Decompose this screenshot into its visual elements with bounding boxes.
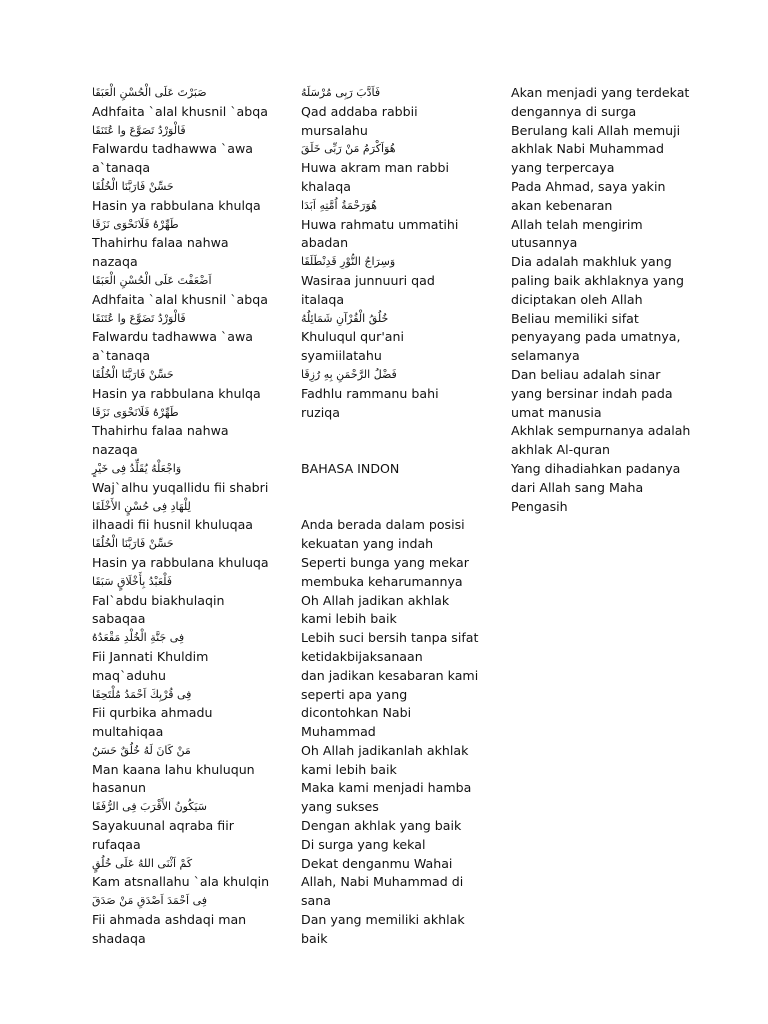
arabic-lyric-line: وَاجْعَلْهُ يُقَلِّدُ فِى خَيْرٍ <box>92 461 182 475</box>
arabic-lyric-line: فِى قُرْبِكَ اَحْمَدُ مُلْتَحِقَا <box>92 687 192 701</box>
text-line: multahiqaa <box>92 724 164 740</box>
text-line: maq`aduhu <box>92 667 166 683</box>
text-line: ruziqa <box>301 404 340 420</box>
text-line: syamiilatahu <box>301 348 382 364</box>
text-line: dan jadikan kesabaran kami <box>301 667 479 683</box>
text-line: Anda berada dalam posisi <box>301 517 465 533</box>
blank-line <box>301 422 476 441</box>
text-line: Maka kami menjadi hamba <box>301 780 472 796</box>
lyrics-column-arabic-latin-1 <box>92 84 282 949</box>
text-line: membuka keharumannya <box>301 573 463 589</box>
text-line: rufaqaa <box>92 836 141 852</box>
text-line: a`tanaqa <box>92 160 151 176</box>
arabic-lyric-line: حَسِّنْ فَارَبَّنَا الْخُلُقَا <box>92 367 174 381</box>
translation-line: utusannya <box>511 235 578 251</box>
text-line: ilhaadi fii husnil khuluqaa <box>92 517 254 533</box>
translation-line: dengannya di surga <box>511 103 637 119</box>
text-line: Muhammad <box>301 724 376 740</box>
translation-line: Dan beliau adalah sinar <box>511 366 661 382</box>
text-line: Seperti bunga yang mekar <box>301 554 469 570</box>
arabic-lyric-line: فِى جَنَّةِ الْخُلْدِ مَقْعَدُهُ <box>92 631 185 645</box>
translation-line: umat manusia <box>511 404 602 420</box>
translation-line: Akhlak sempurnanya adalah <box>511 423 691 439</box>
translation-line: diciptakan oleh Allah <box>511 291 643 307</box>
translation-line: akhlak Al-quran <box>511 442 611 458</box>
blank-line <box>301 441 476 460</box>
text-line: Huwa akram man rabbi <box>301 160 450 176</box>
blank-line <box>301 498 476 517</box>
translation-line: akhlak Nabi Muhammad <box>511 141 664 157</box>
text-line: Falwardu tadhawwa `awa <box>92 141 253 157</box>
translation-column <box>511 84 711 516</box>
blank-line <box>301 479 476 498</box>
translation-line: selamanya <box>511 348 580 364</box>
text-line: Fii Jannati Khuldim <box>92 648 209 664</box>
arabic-lyric-line: خُلُقُ الْقُرْآنِ شَمَائِلُهُ <box>301 311 389 325</box>
arabic-lyric-line: فَاَدَّبَ رَبِى مُرْسَلَهُ <box>301 86 381 99</box>
text-line: Hasin ya rabbulana khulqa <box>92 385 261 401</box>
arabic-lyric-line: لِلْهَادِ فِى حُسْنٍ الأَخْلَقَا <box>92 499 191 513</box>
translation-line: penyayang pada umatnya, <box>511 329 681 345</box>
text-line: dicontohkan Nabi <box>301 705 412 721</box>
text-line: italaqa <box>301 291 345 307</box>
text-line: hasanun <box>92 780 146 796</box>
text-line: mursalahu <box>301 122 368 138</box>
text-line: Oh Allah jadikan akhlak <box>301 592 450 608</box>
text-line: Fii ahmada ashdaqi man <box>92 912 247 928</box>
text-line: yang sukses <box>301 799 379 815</box>
text-line: Khuluqul qur'ani <box>301 329 404 345</box>
translation-line: dari Allah sang Maha <box>511 479 644 495</box>
text-line: Fadhlu rammanu bahi <box>301 385 439 401</box>
translation-line: Allah telah mengirim <box>511 216 643 232</box>
arabic-lyric-line: طَهِّرْهُ فَلَانَحْوَى نَزَقَا <box>92 405 179 419</box>
text-line: Man kaana lahu khuluqun <box>92 761 255 777</box>
arabic-lyric-line: كَمْ اَثْنَى اللهُ عَلَى خُلُقٍ <box>92 856 193 870</box>
text-line: Thahirhu falaa nahwa <box>92 235 229 251</box>
text-line: shadaqa <box>92 930 146 946</box>
text-line: kami lebih baik <box>301 611 397 627</box>
translation-line: Dia adalah makhluk yang <box>511 254 672 270</box>
arabic-lyric-line: مَنْ كَانَ لَهُ خُلُقٌ حَسَنٌ <box>92 743 191 757</box>
text-line: Waj`alhu yuqallidu fii shabri <box>92 479 269 495</box>
text-line: khalaqa <box>301 178 351 194</box>
text-line: kami lebih baik <box>301 761 397 777</box>
text-line: Lebih suci bersih tanpa sifat <box>301 630 479 646</box>
text-line: kekuatan yang indah <box>301 536 434 552</box>
arabic-lyric-line: فَلْعَبْدُ بِأَخْلَاقٍ سَبَقَا <box>92 574 173 588</box>
text-line: Fii qurbika ahmadu <box>92 705 213 721</box>
text-line: sabaqaa <box>92 611 146 627</box>
text-line: nazaqa <box>92 254 138 270</box>
lyrics-column-arabic-latin-2 <box>301 84 479 949</box>
arabic-lyric-line: فِى اَحْمَدَ اَصْدَقِ مَنْ صَدَقَ <box>92 894 208 908</box>
translation-line: Akan menjadi yang terdekat <box>511 85 690 100</box>
text-line: Falwardu tadhawwa `awa <box>92 329 253 345</box>
translation-line: Yang dihadiahkan padanya <box>511 460 681 476</box>
text-line: a`tanaqa <box>92 348 151 364</box>
translation-line: paling baik akhlaknya yang <box>511 272 684 288</box>
text-line: Qad addaba rabbii <box>301 103 418 119</box>
arabic-lyric-line: حَسِّنْ فَارَبَّنَا الْخُلُقَا <box>92 179 174 193</box>
text-line: Dekat denganmu Wahai <box>301 855 453 871</box>
arabic-lyric-line: حَسِّنْ فَارَبَّنَا الْخُلُقَا <box>92 537 174 551</box>
text-line: Thahirhu falaa nahwa <box>92 423 229 439</box>
text-line: Allah, Nabi Muhammad di <box>301 874 464 890</box>
arabic-lyric-line: سَيَكُونُ الأَقْرَبَ فِى الرُّفَقَا <box>92 800 207 814</box>
text-line: Adhfaita `alal khusnil `abqa <box>92 291 268 307</box>
translation-line: Pada Ahmad, saya yakin <box>511 178 666 194</box>
translation-line: yang bersinar indah pada <box>511 385 673 401</box>
translation-line: yang terpercaya <box>511 160 615 176</box>
arabic-lyric-line: وَسِرَاجُ النُّوْرِ قَدِنْطَلَقَا <box>301 255 396 269</box>
arabic-lyric-line: هُوَاَكْرَمُ مَنْ رَبِّى خَلَقَ <box>301 142 396 156</box>
arabic-lyric-line: صَبَرْتَ عَلَى الْحُسْنِ الْعَبَقَا <box>92 86 207 99</box>
text-line: nazaqa <box>92 442 138 458</box>
translation-line: Berulang kali Allah memuji <box>511 122 681 138</box>
text-line: Oh Allah jadikanlah akhlak <box>301 742 469 758</box>
arabic-lyric-line: فَالْوَرْدُ تَضَوَّعَ وا عُتَنَقَا <box>92 311 186 325</box>
arabic-lyric-line: اَضْعَفْتَ عَلَى الْحُسْنِ الْعَبَقَا <box>92 273 212 287</box>
text-line: Dan yang memiliki akhlak <box>301 912 465 928</box>
text-line: Wasiraa junnuuri qad <box>301 272 435 288</box>
text-line: Di surga yang kekal <box>301 836 426 852</box>
arabic-lyric-line: هُوَرَحْمَةُ اُمَّتِهِ اَبَدَا <box>301 198 377 212</box>
text-line: Huwa rahmatu ummatihi <box>301 216 459 232</box>
text-line: seperti apa yang <box>301 686 408 702</box>
arabic-lyric-line: فَالْوَرْدُ تَصَوَّعَ وا عُتَنَقَا <box>92 123 186 137</box>
text-line: ketidakbijaksanaan <box>301 648 423 664</box>
translation-line: Beliau memiliki sifat <box>511 310 639 326</box>
text-line: Hasin ya rabbulana khulqa <box>92 197 261 213</box>
text-line: Kam atsnallahu `ala khulqin <box>92 874 270 890</box>
arabic-lyric-line: فَضْلُ الرَّحْمَنِ بِهِ رُزِقَا <box>301 367 397 381</box>
text-line: Hasin ya rabbulana khuluqa <box>92 554 269 570</box>
text-line: Adhfaita `alal khusnil `abqa <box>92 103 268 119</box>
arabic-lyric-line: طَهِّرْهُ فَلَانَحْوَى نَزَقَا <box>92 217 179 231</box>
text-line: Dengan akhlak yang baik <box>301 818 462 834</box>
translation-line: Pengasih <box>511 498 568 514</box>
text-line: Sayakuunal aqraba fiir <box>92 818 234 834</box>
text-line: abadan <box>301 235 349 251</box>
text-line: sana <box>301 893 331 909</box>
text-line: baik <box>301 930 328 946</box>
text-line: Fal`abdu biakhulaqin <box>92 592 225 608</box>
translation-line: akan kebenaran <box>511 197 613 213</box>
text-line: BAHASA INDON <box>301 460 400 476</box>
